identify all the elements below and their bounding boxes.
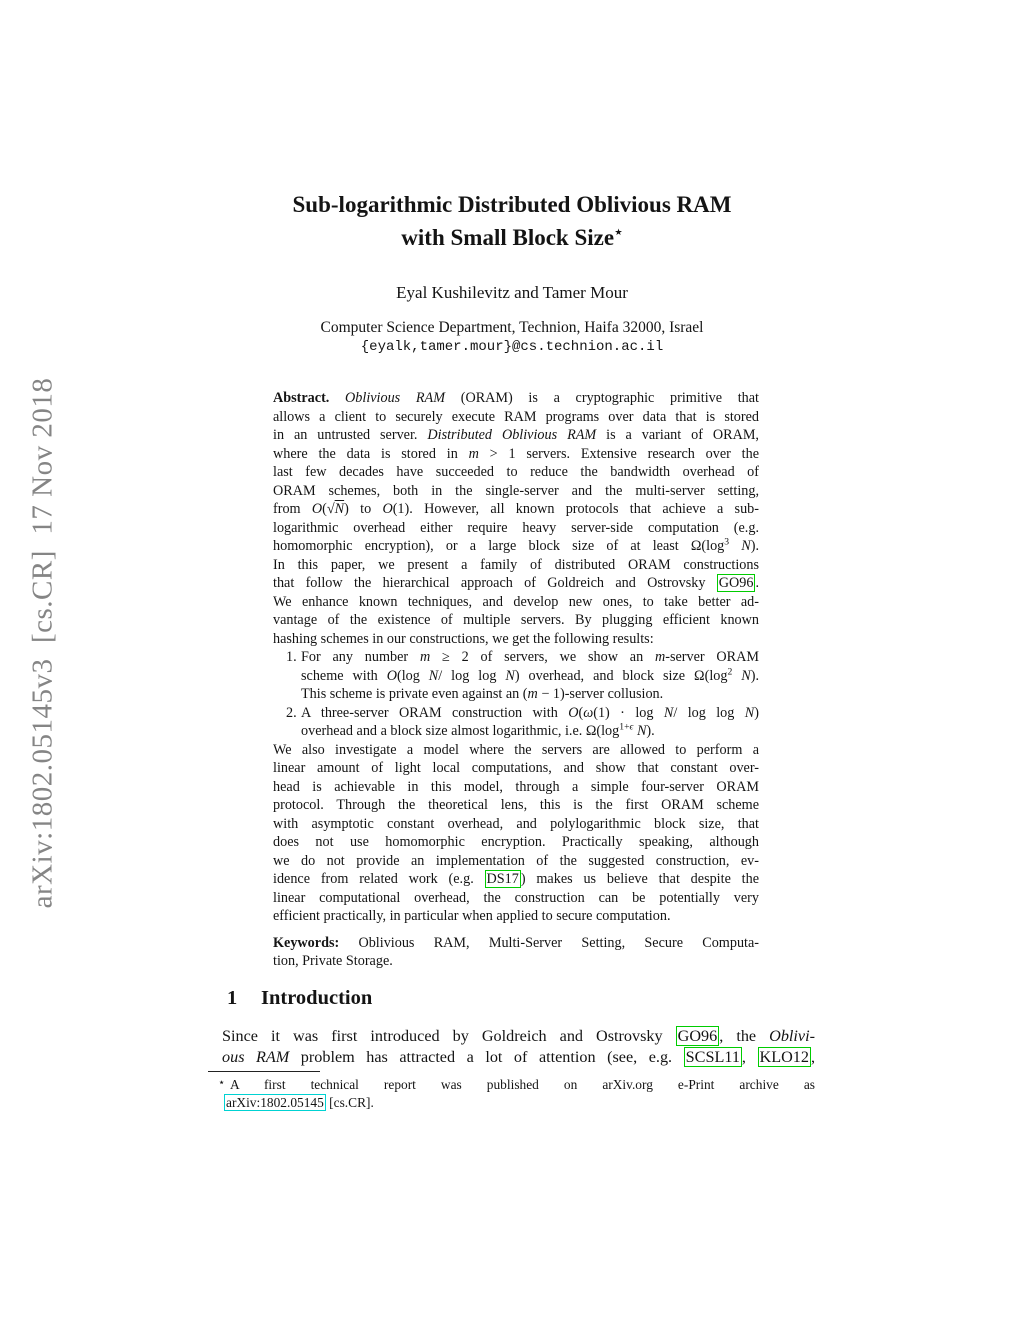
- text-line: hashing schemes in our constructions, we get the following results:: [273, 630, 654, 647]
- text-line: In this paper, we present a family of distributed ORAM constructions: [273, 556, 759, 573]
- text-line: 1. For any number m ≥ 2 of servers, we show an m-server ORAM: [286, 649, 759, 665]
- text-line: This scheme is private even against an (m − 1)-server collusion.: [301, 686, 664, 702]
- text-line: head is achievable in this model, through a simple four-server ORAM: [273, 778, 759, 795]
- abstract-body: [273, 389, 759, 926]
- text-line: logarithmic overhead either require heavy server-side computation (e.g.: [273, 519, 759, 536]
- footnote: [208, 1076, 815, 1112]
- intro-paragraph: [222, 1026, 815, 1068]
- text-line: Since it was first introduced by Goldreich and Ostrovsky GO96 , the Oblivi-: [222, 1027, 815, 1045]
- text-line: efficient practically, in particular when applied to secure computation.: [273, 908, 671, 924]
- affiliation: Computer Science Department, Technion, Haifa 32000, Israel: [320, 319, 704, 336]
- citation-link[interactable]: GO96: [718, 575, 754, 591]
- text-line: where the data is stored in m > 1 servers. Extensive research over the: [273, 445, 760, 462]
- text-line: We enhance known techniques, and develop new ones, to take better ad-: [273, 593, 759, 610]
- citation-link[interactable]: SCSL11: [685, 1047, 740, 1066]
- text-line: ⋆ A first technical report was published on arXiv.org e-Print archive as: [218, 1077, 815, 1092]
- section-number: 1: [227, 987, 238, 1009]
- footnote-rule: [208, 1071, 320, 1072]
- paper-title: [209, 188, 815, 254]
- text-line: idence from related work (e.g. DS17 ) makes us believe that despite the: [273, 871, 759, 887]
- text-line: we do not provide an implementation of the suggested construction, ev-: [273, 852, 759, 869]
- arxiv-watermark: arXiv:1802.05145v3 [cs.CR] 17 Nov 2018: [26, 377, 59, 909]
- citation-link[interactable]: GO96: [677, 1027, 718, 1045]
- text-line: vantage of the existence of multiple servers. By plugging efficient known: [273, 612, 759, 628]
- text-line: from O(√N) to O(1). However, all known protocols that achieve a sub-: [273, 501, 759, 517]
- text-line: We also investigate a model where the servers are allowed to perform a: [273, 741, 759, 758]
- text-line: ORAM schemes, both in the single-server and the multi-server setting,: [273, 482, 759, 499]
- text-line: scheme with O(log N/ log log N) overhead, and block size $\Omega(\log^2$ N).: [301, 665, 760, 684]
- title-line-2-text: with Small Block Size: [401, 225, 615, 250]
- section-heading: [222, 987, 372, 1010]
- text-line: last few decades have succeeded to reduce the bandwidth overhead of: [273, 464, 759, 480]
- title-line-2: [209, 221, 815, 254]
- text-line: linear computational overhead, the construction can be potentially very: [273, 889, 759, 906]
- text-line: arXiv:1802.05145 [cs.CR].: [226, 1095, 374, 1110]
- citation-link[interactable]: DS17: [486, 871, 519, 887]
- section-title: Introduction: [261, 987, 373, 1009]
- title-line-1: Sub-logarithmic Distributed Oblivious RAM: [292, 192, 732, 217]
- abstract: [273, 389, 759, 971]
- text-line: ous RAM problem has attracted a lot of attention (see, e.g. SCSL11 , KLO12 ,: [222, 1047, 816, 1066]
- text-line: linear amount of light local computations, and show that constant over-: [273, 760, 759, 776]
- text-line: in an untrusted server. Distributed Oblivious RAM is a variant of ORAM,: [273, 427, 759, 443]
- title-footnote-marker: ⋆: [614, 224, 623, 240]
- authors: Eyal Kushilevitz and Tamer Mour: [396, 283, 628, 302]
- text-line: with asymptotic constant overhead, and polylogarithmic block size, that: [273, 815, 759, 832]
- email: {eyalk,tamer.mour}@cs.technion.ac.il: [360, 339, 664, 355]
- text-line: overhead and a block size almost logarithmic, i.e. $\Omega(\log^{1+\epsilon}$ N).: [301, 721, 655, 739]
- text-line: allows a client to securely execute RAM programs over data that is stored: [273, 408, 759, 425]
- text-line: protocol. Through the theoretical lens, this is the first ORAM scheme: [273, 797, 759, 813]
- citation-link[interactable]: KLO12: [759, 1047, 809, 1066]
- arxiv-link[interactable]: arXiv:1802.05145: [226, 1095, 324, 1110]
- text-line: homomorphic encryption), or a large block size of at least $\Omega(\log^3$ N).: [273, 536, 759, 554]
- text-line: does not use homomorphic encryption. Practically speaking, although: [273, 834, 759, 850]
- text-line: Abstract. Oblivious RAM (ORAM) is a cryptographic primitive that: [273, 390, 759, 406]
- keywords: [273, 934, 759, 971]
- text-line: tion, Private Storage.: [273, 953, 393, 969]
- text-line: 2. A three-server ORAM construction with O(ω(1) · log N/ log log N): [286, 704, 759, 721]
- text-line: Keywords: Oblivious RAM, Multi-Server Setting, Secure Computa-: [273, 934, 759, 951]
- text-line: that follow the hierarchical approach of Goldreich and Ostrovsky GO96 .: [273, 575, 759, 591]
